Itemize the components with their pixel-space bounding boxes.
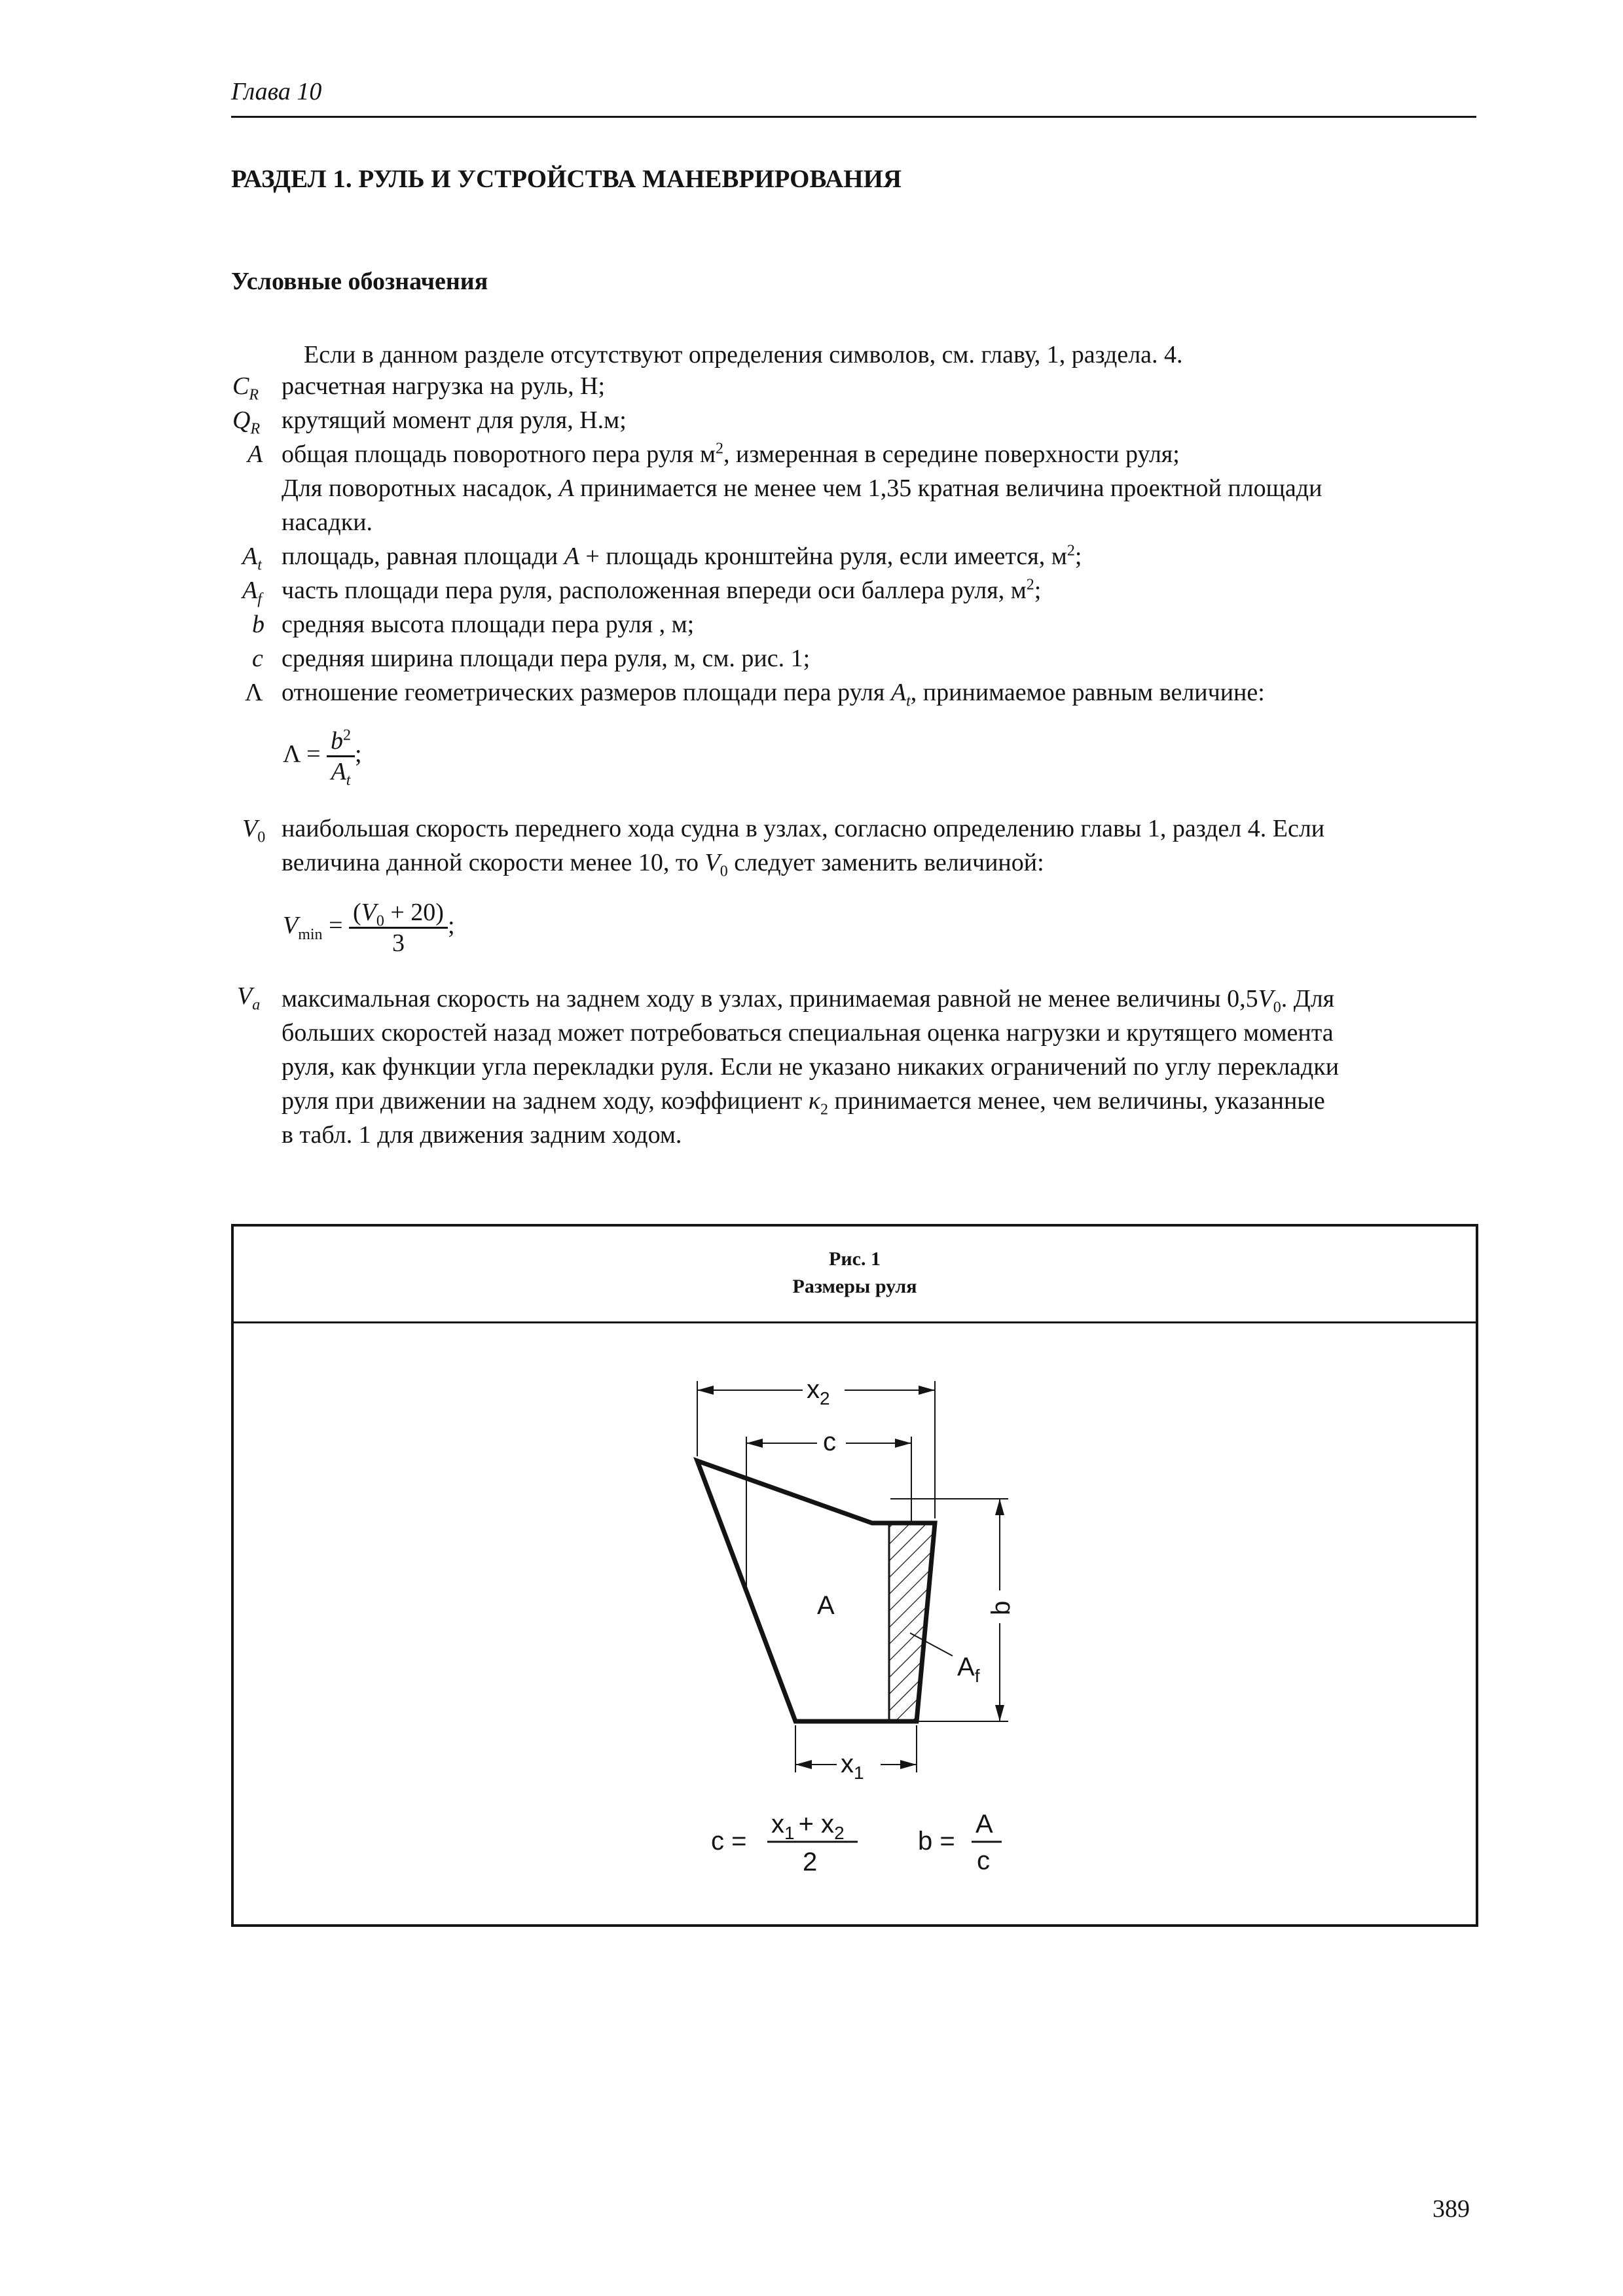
symbol-a: A bbox=[247, 440, 263, 468]
c-arrow-right bbox=[895, 1439, 911, 1448]
formula-c-numerator: $x_1 + x_2$ bbox=[771, 1810, 845, 1843]
x1-arrow-left bbox=[795, 1760, 812, 1769]
symbol-af: $A_f$ bbox=[242, 577, 262, 608]
definition-v0: наибольшая скорость переднего хода судна в узлах, согласно определению главы 1, раздел 4. Если bbox=[282, 815, 1325, 842]
definition-at: площадь, равная площади A + площадь кронштейна руля, если имеется, $м^2$; bbox=[282, 542, 1082, 570]
formula-vmin-fraction: $\frac{(V_0 + 20)}{3}$ bbox=[349, 898, 448, 958]
intro-paragraph: Если в данном разделе отсутствуют определения символов, см. главу, 1, раздела. 4. bbox=[304, 341, 1183, 368]
definition-lambda: отношение геометрических размеров площади пера руля $A_t$, принимаемое равным величине: bbox=[282, 679, 1265, 710]
symbol-at: $A_t$ bbox=[242, 543, 262, 574]
formula-c-denominator: 2 bbox=[803, 1848, 818, 1876]
symbol-qr: $Q_R$ bbox=[232, 406, 261, 438]
chapter-header: Глава 10 bbox=[231, 78, 322, 105]
figure-caption-title: Рис. 1 bbox=[829, 1248, 881, 1270]
a-label: A bbox=[817, 1591, 835, 1620]
formula-lambda-fraction: $\frac{b^2}{A_t}$ bbox=[327, 726, 355, 786]
definition-c: средняя ширина площади пера руля, м, см. рис. 1; bbox=[282, 645, 811, 672]
formula-vmin: $V_{min}$ = $\frac{(V_0 + 20)}{3}$ ; bbox=[283, 899, 455, 957]
x1-label: $x_1$ bbox=[841, 1749, 864, 1783]
x2-arrow-left bbox=[697, 1386, 714, 1395]
formula-c-lhs: c = bbox=[711, 1827, 747, 1856]
definition-v0-line2: величина данной скорости менее 10, то $V_0$ следует заменить величиной: bbox=[282, 849, 1044, 880]
symbol-b: b bbox=[252, 611, 264, 638]
section-title: РАЗДЕЛ 1. РУЛЬ И УСТРОЙСТВА МАНЕВРИРОВАНИЯ bbox=[231, 165, 902, 193]
formula-b-numerator: A bbox=[976, 1810, 993, 1839]
formula-b-denominator: c bbox=[977, 1846, 990, 1875]
symbol-c: c bbox=[252, 645, 263, 672]
page-number: 389 bbox=[1432, 2195, 1470, 2223]
definition-a-line3: насадки. bbox=[282, 509, 373, 536]
definition-a-line2: Для поворотных насадок, A принимается не менее чем 1,35 кратная величина проектной площади bbox=[282, 475, 1322, 502]
symbol-lambda: Λ bbox=[245, 679, 263, 706]
x2-arrow-right bbox=[919, 1386, 935, 1395]
x2-label: $x_2$ bbox=[807, 1375, 830, 1408]
formula-lambda: Λ = $\frac{b^2}{A_t}$ ; bbox=[283, 726, 362, 789]
c-label: c bbox=[823, 1427, 836, 1456]
b-label: b bbox=[987, 1600, 1015, 1615]
formula-lambda-lhs: Λ = bbox=[283, 740, 321, 768]
symbol-va: $V_a$ bbox=[237, 982, 261, 1014]
definition-cr: расчетная нагрузка на руль, Н; bbox=[282, 372, 606, 400]
definition-va: максимальная скорость на заднем ходу в узлах, принимаемая равной не менее величины $0,5V_0$. Для больших скоростей назад может потребоваться специальная оценка нагрузки и крутящего момента руля, как функции угла перекладки руля. Если не указано никаких ограничений по углу перекладки руля при движении на заднем ходу, коэффициент $\kappa_2$ принимается менее, чем величины, указанные в табл. 1 для движения задним ходом. bbox=[282, 985, 1340, 1149]
symbol-cr: $C_R$ bbox=[232, 372, 259, 404]
definition-b: средняя высота площади пера руля , м; bbox=[282, 611, 695, 638]
formula-b-lhs: b = bbox=[918, 1827, 955, 1856]
symbol-v0: $V_0$ bbox=[242, 815, 266, 846]
b-arrow-top bbox=[995, 1499, 1004, 1515]
x1-arrow-right bbox=[900, 1760, 917, 1769]
figure-caption-subtitle: Размеры руля bbox=[792, 1276, 917, 1297]
definition-af: часть площади пера руля, расположенная впереди оси баллера руля, $м^2$; bbox=[282, 576, 1042, 604]
definition-a: общая площадь поворотного пера руля $м^2$, измеренная в середине поверхности руля; bbox=[282, 440, 1180, 468]
b-arrow-bottom bbox=[995, 1705, 1004, 1721]
af-label: $A_f$ bbox=[957, 1653, 980, 1686]
definition-qr: крутящий момент для руля, Н.м; bbox=[282, 406, 627, 434]
c-arrow-left bbox=[746, 1439, 763, 1448]
subheading: Условные обозначения bbox=[231, 268, 488, 295]
